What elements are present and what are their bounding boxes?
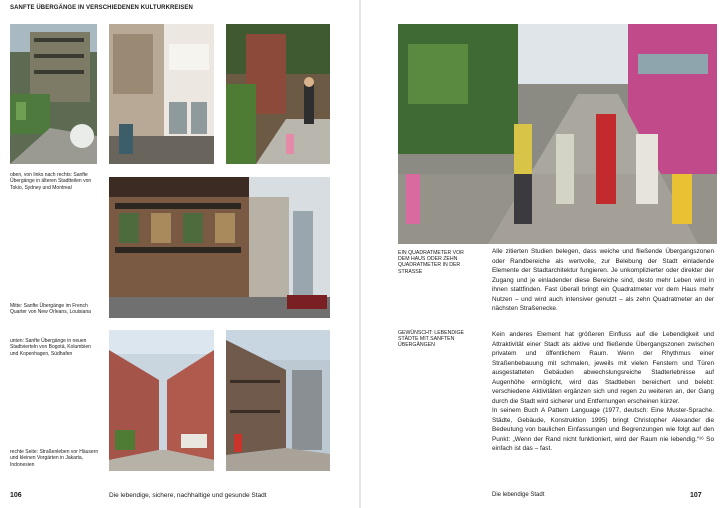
photo-tokyo-street xyxy=(10,24,97,164)
subhead-gewuenscht: GEWÜNSCHT: LEBENDIGE STÄDTE MIT SANFTEN ÜBERGÄNGEN xyxy=(398,330,465,349)
photo-sydney-terrace xyxy=(109,24,214,164)
subhead-quadratmeter: EIN QUADRATMETER VOR DEM HAUS ODER ZEHN QUADRATMETER IN DER STRASSE xyxy=(398,250,464,275)
photo-copenhagen-harbour xyxy=(226,330,330,471)
left-page xyxy=(0,0,359,508)
paragraph-1-text: Alle zitierten Studien belegen, dass weiche und fließende Übergangszonen oder Randbereiche als wertvolle, zur Belebung der Stadt einladende Elemente der Stadtarchitektur fungieren. Je unkomplizierter oder direkter der Zugang und je einladender diese Bereiche sind, desto mehr Leben wird in ihnen stattfinden. Fast überall bringt ein Quadratmeter vor dem Haus mehr Nutzen – und wird auch intensiver genutzt – als zehn Quadratmeter an der nächsten Straßenecke. xyxy=(492,248,714,312)
footer-title-left: Die lebendige, sichere, nachhaltige und gesunde Stadt xyxy=(109,492,267,499)
paragraph-2 xyxy=(492,330,714,454)
paragraph-3-text: In seinem Buch A Pattern Language (1977, deutsch: Eine Muster-Sprache. Städte, Gebäude, Konstruktion 1995) bringt Christopher Alexander die Bedeutung von baulichen Einfassungen und Begrenzungen wie folgt auf den Punkt: „Wenn der Rand nicht funktioniert, wird der Raum nie lebendig.“¹⁶ So einfach ist das – fast. xyxy=(492,407,714,452)
caption-bottom: unten: Sanfte Übergänge in neuen Stadtvierteln von Bogotá, Kolumbien und Kopenhagen, Südhafen xyxy=(10,338,91,357)
paragraph-1 xyxy=(492,247,714,314)
footer-title-right: Die lebendige Stadt xyxy=(492,492,545,498)
running-header: SANFTE ÜBERGÄNGE IN VERSCHIEDENEN KULTURKREISEN xyxy=(10,5,193,11)
photo-new-orleans-french-quarter xyxy=(109,177,330,318)
caption-top: oben, von links nach rechts: Sanfte Übergänge in älteren Stadtteilen von Tokio, Sydney und Montreal xyxy=(10,172,92,191)
page-number-right: 107 xyxy=(690,492,702,499)
page-number-left: 106 xyxy=(10,492,22,499)
caption-right-page: rechte Seite: Straßenleben vor Häusern und kleinen Vorgärten in Jakarta, Indonesien xyxy=(10,449,99,468)
right-page xyxy=(361,0,720,508)
photo-bogota-street xyxy=(109,330,214,471)
caption-mid: Mitte: Sanfte Übergänge im French Quarter von New Orleans, Louisiana xyxy=(10,303,91,316)
paragraph-2-text: Kein anderes Element hat größeren Einfluss auf die Lebendigkeit und Attraktivität einer Stadt als aktive und fließende Übergangszonen zwischen privatem und öffentlichem Raum. Wenn der Rhythmus einer Straßenbebauung mit schmalen, jeweils mit vielen Fenstern und Türen ausgestatteten Gebäuden abwechslungsreiche Stadterlebnisse auf Augenhöhe ermöglicht, wird das Stadtleben bereichert und belebt: verschiedene Aktivitäten ergänzen sich und regen zu weiteren an, der Gang durch die Stadt wird sicherer und Entfernungen erscheinen kürzer. xyxy=(492,331,714,405)
photo-montreal-stairs xyxy=(226,24,330,164)
photo-jakarta-street-life xyxy=(398,24,717,244)
